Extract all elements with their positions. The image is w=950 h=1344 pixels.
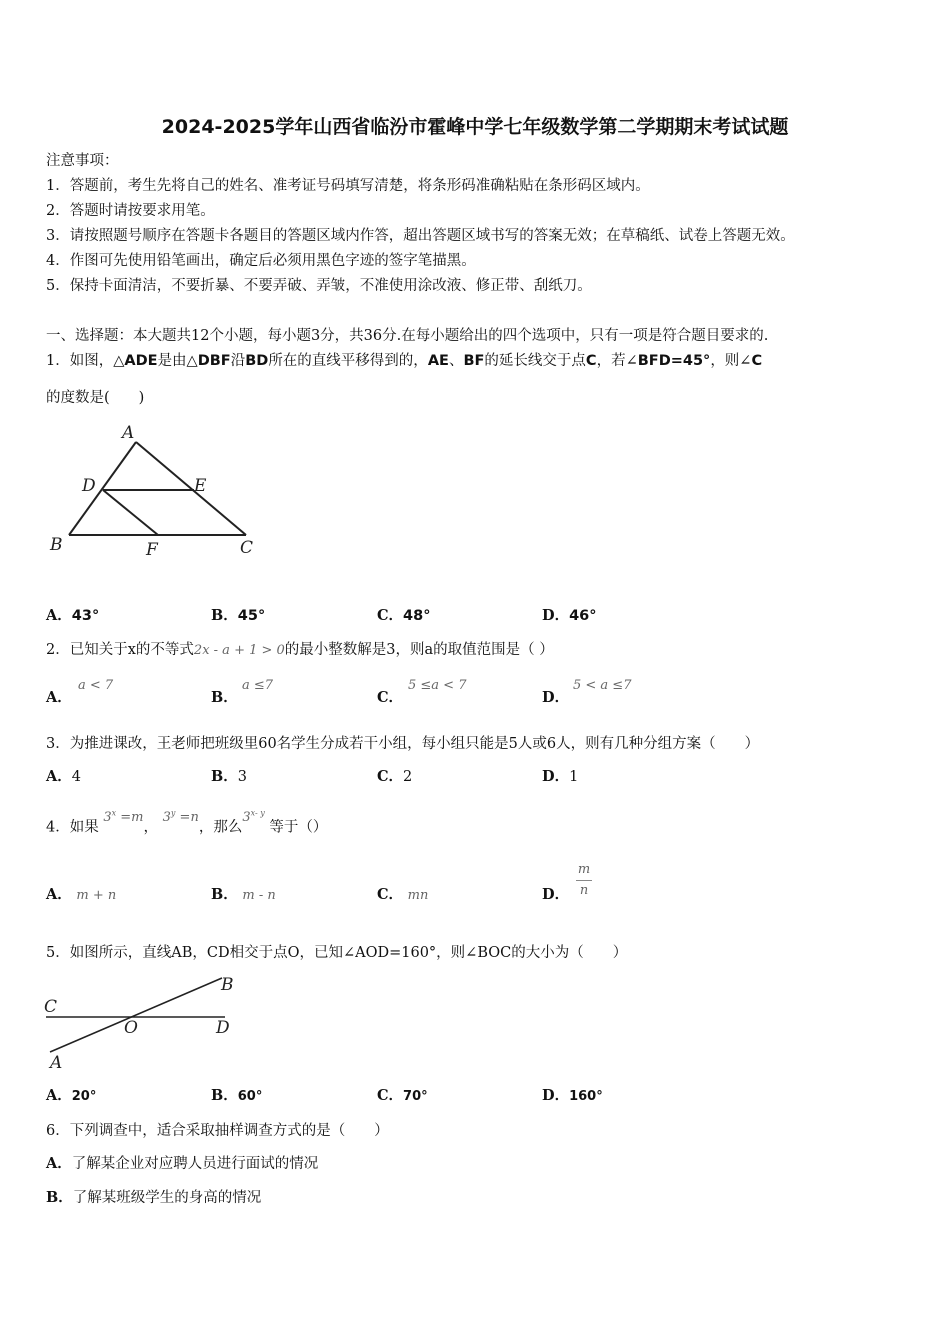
fraction-bar — [576, 880, 592, 881]
option-c[interactable] — [377, 1086, 428, 1107]
option-a[interactable] — [46, 606, 99, 626]
expr-exponent: x — [111, 809, 117, 818]
option-label: A． — [46, 886, 72, 903]
option-c[interactable] — [377, 606, 430, 626]
option-label: A． — [46, 1087, 72, 1104]
expr-rest: =m — [116, 810, 144, 826]
label-d: D — [82, 476, 96, 496]
label-a: A — [50, 1053, 63, 1072]
question-number: 2． — [46, 642, 70, 658]
option-value: 60° — [237, 1089, 263, 1104]
q4-text: 等于（） — [269, 819, 328, 836]
option-label: C． — [377, 689, 404, 706]
label-c: C — [44, 997, 58, 1017]
option-b-value: a ≤7 — [242, 678, 274, 693]
label-d: D — [216, 1018, 230, 1038]
q1-text: ，若∠ — [596, 353, 638, 369]
option-c-value: 5 ≤a < 7 — [408, 678, 467, 693]
option-a[interactable] — [46, 767, 81, 787]
option-label: D． — [542, 607, 570, 624]
notice-item: 3．请按照题号顺序在答题卡各题目的答题区域内作答，超出答题区域书写的答案无效；在草稿纸、试卷上答题无效。 — [46, 228, 795, 244]
option-label: B． — [211, 689, 238, 706]
label-c: C — [240, 538, 254, 558]
option-value: 70° — [403, 1089, 428, 1104]
option-b[interactable] — [211, 767, 247, 787]
option-value: 了解某企业对应聘人员进行面试的情况 — [71, 1156, 319, 1172]
notice-item: 2．答题时请按要求用笔。 — [46, 203, 215, 219]
label-b: B — [50, 535, 63, 555]
option-value: 2 — [403, 769, 413, 785]
label-a: A — [122, 423, 135, 443]
option-a[interactable] — [46, 1086, 96, 1107]
q1-text: 沿 — [230, 353, 246, 369]
q1-c2: C — [751, 353, 763, 369]
option-a[interactable] — [46, 885, 116, 906]
option-label: A． — [46, 1155, 72, 1172]
q1-ade: ADE — [124, 353, 158, 369]
option-value: 20° — [71, 1089, 97, 1104]
option-value: mn — [407, 888, 429, 903]
question-5-stem — [46, 943, 627, 963]
question-number: 4． — [46, 819, 70, 836]
q4-text: ，那么 — [198, 819, 243, 836]
question-number: 6． — [46, 1123, 70, 1139]
option-b[interactable] — [211, 1086, 262, 1107]
option-value: 45° — [237, 608, 266, 624]
option-b[interactable] — [211, 885, 276, 906]
option-d[interactable] — [542, 688, 569, 708]
q4-expr-1 — [103, 810, 143, 825]
option-value: 43° — [71, 608, 100, 624]
option-value: m + n — [76, 888, 117, 903]
option-value: 1 — [569, 769, 579, 785]
q1-sep: 、 — [448, 353, 464, 369]
notice-item: 1．答题前，考生先将自己的姓名、准考证号码填写清楚，将条形码准确粘贴在条形码区域内。 — [46, 178, 650, 194]
option-label: C． — [377, 1087, 404, 1104]
option-label: B． — [211, 1087, 238, 1104]
question-number: 3． — [46, 736, 70, 752]
option-b[interactable] — [46, 1188, 261, 1208]
label-b: B — [221, 975, 234, 995]
option-d-value: 5 < a ≤7 — [573, 678, 632, 693]
q3-text: 为推进课改，王老师把班级里60名学生分成若干小组，每小组只能是5人或6人，则有几种分组方案（ ） — [69, 736, 760, 752]
q1-dbf: DBF — [197, 353, 231, 369]
q5-text: 如图所示，直线AB，CD相交于点O，已知∠AOD=160°，则∠BOC的大小为（ ） — [69, 945, 628, 961]
option-b[interactable] — [211, 606, 265, 626]
q4-text: 如果 — [69, 819, 99, 836]
option-value: 46° — [569, 608, 597, 624]
question-4-stem — [46, 809, 328, 838]
option-a[interactable] — [46, 1154, 318, 1174]
option-label: D． — [542, 886, 570, 903]
q1-text: 如图，△ — [69, 353, 125, 369]
option-label: B． — [211, 768, 238, 785]
option-value: 160° — [569, 1089, 603, 1104]
triangle-figure — [44, 420, 274, 560]
option-c[interactable] — [377, 688, 403, 708]
question-2-stem — [46, 640, 554, 661]
question-3-stem — [46, 734, 759, 754]
line-ab — [69, 442, 136, 535]
option-d[interactable] — [542, 767, 578, 787]
q1-text: ，则∠ — [710, 353, 752, 369]
question-6-stem — [46, 1121, 389, 1141]
q1-bf: BF — [463, 353, 485, 369]
option-label: B． — [46, 1189, 73, 1206]
q1-text: 的延长线交于点 — [484, 353, 586, 369]
option-value: m - n — [242, 888, 276, 903]
line-ac — [136, 442, 246, 535]
option-a[interactable] — [46, 688, 72, 708]
option-value: 3 — [237, 769, 247, 785]
line-ab — [50, 978, 222, 1052]
q6-text: 下列调查中，适合采取抽样调查方式的是（ ） — [69, 1123, 389, 1139]
q1-ae: AE — [427, 353, 449, 369]
notice-item: 5．保持卡面清洁，不要折暴、不要弄破、弄皱，不准使用涂改液、修正带、刮纸刀。 — [46, 278, 592, 294]
fraction-denominator: n — [579, 883, 589, 898]
option-label: B． — [211, 886, 238, 903]
expr-base: 3 — [242, 810, 251, 826]
q2-text: 已知关于x的不等式 — [69, 642, 194, 658]
q4-expr-3 — [242, 810, 264, 825]
fraction — [576, 861, 592, 900]
q1-condition: BFD=45° — [637, 353, 711, 369]
label-e: E — [194, 476, 207, 496]
expr-rest: =n — [175, 810, 199, 826]
q4-expr-2 — [163, 810, 199, 825]
option-label: A． — [46, 768, 72, 785]
expr-base: 3 — [162, 810, 171, 826]
option-label: C． — [377, 886, 404, 903]
option-value: 4 — [71, 769, 81, 785]
q1-bd: BD — [245, 353, 269, 369]
question-1-stem — [46, 351, 762, 371]
option-d[interactable] — [542, 885, 569, 905]
expr-base: 3 — [103, 810, 112, 826]
option-value: 48° — [403, 608, 431, 624]
notice-item: 4．作图可先使用铅笔画出，确定后必须用黑色字迹的签字笔描黑。 — [46, 253, 476, 269]
option-label: D． — [542, 768, 570, 785]
q4-comma: ， — [143, 819, 158, 836]
option-label: C． — [377, 768, 404, 785]
option-value: 了解某班级学生的身高的情况 — [72, 1190, 262, 1206]
option-d[interactable] — [542, 1086, 603, 1107]
option-c[interactable] — [377, 767, 412, 787]
question-1-stem-line2: 的度数是( ) — [46, 390, 145, 406]
option-d[interactable] — [542, 606, 597, 626]
expr-exponent: y — [170, 809, 176, 818]
option-label: C． — [377, 607, 404, 624]
q1-text: 所在的直线平移得到的， — [268, 353, 428, 369]
option-label: A． — [46, 689, 72, 706]
notice-heading: 注意事项： — [46, 153, 119, 169]
fraction-numerator: m — [577, 862, 591, 877]
q2-inequality: 2x - a + 1 > 0 — [193, 643, 285, 658]
label-f: F — [146, 540, 158, 560]
option-b[interactable] — [211, 688, 238, 708]
question-number: 5． — [46, 945, 70, 961]
page-title: 2024-2025学年山西省临汾市霍峰中学七年级数学第二学期期末考试试题 — [161, 116, 789, 138]
line-df — [103, 490, 158, 535]
q1-c: C — [585, 353, 597, 369]
section-heading: 一、选择题：本大题共12个小题，每小题3分，共36分.在每小题给出的四个选项中，只有一项是符合题目要求的. — [46, 328, 769, 344]
option-c[interactable] — [377, 885, 428, 906]
option-label: A． — [46, 607, 72, 624]
option-label: B． — [211, 607, 238, 624]
label-o: O — [124, 1018, 138, 1038]
q1-text: 是由△ — [157, 353, 198, 369]
option-label: D． — [542, 1087, 570, 1104]
option-label: D． — [542, 689, 570, 706]
intersecting-lines-figure — [40, 972, 250, 1072]
expr-exponent: x- y — [250, 809, 265, 818]
q2-text: 的最小整数解是3，则a的取值范围是（ ） — [284, 642, 554, 658]
question-number: 1． — [46, 353, 70, 369]
option-a-value: a < 7 — [78, 678, 114, 693]
